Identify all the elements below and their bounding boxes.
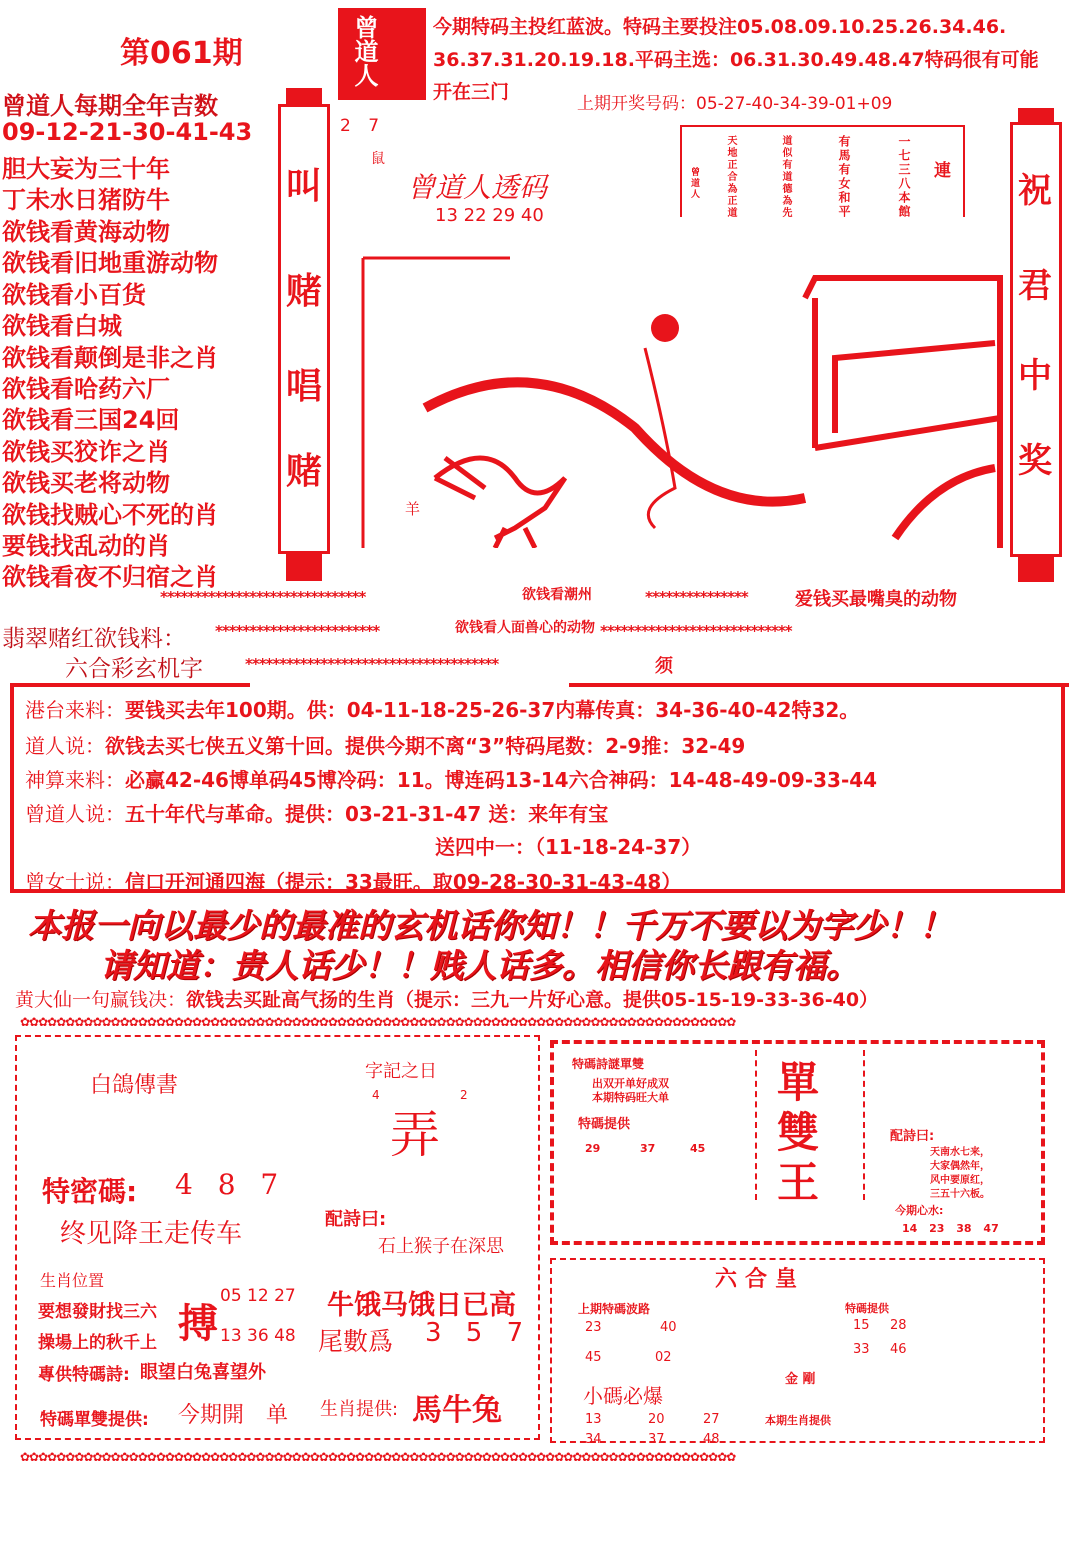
list-item: 欲钱买老将动物 <box>2 469 170 497</box>
liuhe-title: 六合皇 <box>715 1267 806 1292</box>
poem-col: 連 <box>930 161 950 180</box>
list-item: 欲钱看哈药六厂 <box>2 375 170 403</box>
tip-line-1: 今期特码主投红蓝波。特码主要投注05.08.09.10.25.26.34.46. <box>433 16 1007 38</box>
pei2-line: 风中要原红， <box>930 1175 990 1186</box>
small-number: 37 <box>648 1432 665 1447</box>
pei-text: 石上猴子在深思 <box>378 1236 504 1257</box>
list-item: 欲钱看夜不归宿之肖 <box>2 563 218 591</box>
scroll-char: 君 <box>1018 266 1052 306</box>
scroll-right <box>1008 108 1064 583</box>
info-text: 必赢42-46博单码45博冷码：11。博连码13-14六合神码：14-48-49-09-33-44 <box>125 768 878 792</box>
info-label: 神算来料： <box>25 768 125 792</box>
info-line <box>25 798 608 827</box>
list-item: 欲钱找贼心不死的肖 <box>2 501 218 529</box>
riddle-text: 须 <box>655 656 673 677</box>
riddle-label: 六合彩玄机字 <box>65 656 203 682</box>
small-number: 34 <box>585 1432 602 1447</box>
huang-label: 黄大仙一句赢钱决： <box>15 989 187 1011</box>
bo-numbers: 13 36 48 <box>220 1326 296 1346</box>
scroll-char: 中 <box>1018 356 1052 396</box>
tm-provide: 特碼提供 <box>578 1117 631 1132</box>
zi-number: 4 <box>372 1088 380 1102</box>
slogan-2: 请知道：贵人话少！！贱人话多。相信你长跟有福。 <box>100 946 859 985</box>
bo-character: 搏 <box>178 1301 218 1347</box>
scroll-char: 叫 <box>286 166 323 207</box>
te-poem: 终见降王走传车 <box>60 1219 243 1249</box>
poem-col: 道似有道德為先 <box>780 135 791 219</box>
zodiac-top: 鼠 <box>371 151 385 167</box>
rooster-illustration <box>335 238 1005 548</box>
bo-numbers: 05 12 27 <box>220 1286 296 1306</box>
poem-col: 天地正合為正道 <box>725 135 736 219</box>
seal-text: 曾道人 <box>350 15 378 87</box>
scroll-char: 奖 <box>1018 441 1052 481</box>
small-number: 27 <box>703 1412 720 1427</box>
last-number: 45 <box>585 1350 602 1365</box>
poem-label: 專供特碼詩: <box>38 1365 130 1385</box>
pei2-line: 大家偶然年， <box>930 1161 990 1172</box>
jin-label: 今期心水: <box>895 1204 944 1217</box>
poem-box <box>680 125 965 217</box>
last-label: 上期特碼波路 <box>578 1302 651 1316</box>
list-item: 09-12-21-30-41-43 <box>2 118 253 146</box>
scroll-left <box>276 88 332 583</box>
jin-numbers: 14 23 38 47 <box>902 1222 999 1235</box>
info-line <box>25 730 745 759</box>
tm-title: 特碼詩謎單雙 <box>572 1057 645 1071</box>
dan-label: 特碼單雙提供: <box>40 1410 149 1430</box>
stars-divider: ************************ <box>215 622 380 640</box>
last-number: 02 <box>655 1350 672 1365</box>
list-item: 欲钱看颠倒是非之肖 <box>2 344 218 372</box>
riddle-text: 欲钱看潮州 <box>522 587 592 603</box>
jingang: 金 剛 <box>785 1372 816 1387</box>
zodiac-bottom: 羊 <box>405 500 421 518</box>
king-char: 單 <box>777 1058 820 1107</box>
scroll-char: 赌 <box>286 271 323 312</box>
king-box <box>755 1050 865 1207</box>
tm-line: 出双开单好成双 <box>592 1077 669 1090</box>
picture-numbers: 13 22 29 40 <box>435 205 544 226</box>
tema-label: 特碼提供 <box>845 1302 889 1315</box>
dan-text: 今期開 单 <box>178 1403 289 1428</box>
tm-number: 37 <box>640 1142 656 1155</box>
list-item: 欲钱看三国24回 <box>2 406 180 434</box>
scroll-char: 祝 <box>1018 171 1052 211</box>
pei2-line: 三五十六板。 <box>930 1189 990 1200</box>
list-item: 欲钱看旧地重游动物 <box>2 249 218 277</box>
tm-number: 45 <box>690 1142 706 1155</box>
poem-col: 有馬有女和平 <box>837 135 851 219</box>
te-numbers: 4 8 7 <box>175 1168 287 1201</box>
seal-logo <box>338 8 426 100</box>
baige-title: 白鴿傳書 <box>90 1073 179 1098</box>
huang-line <box>15 985 878 1012</box>
info-label: 港台来料： <box>25 698 125 722</box>
king-char: 雙 <box>777 1108 820 1157</box>
wei-numbers: 3 5 7 <box>425 1318 532 1348</box>
small-number: 13 <box>585 1412 602 1427</box>
list-item: 曾道人每期全年吉数 <box>2 92 218 120</box>
small-number: 20 <box>648 1412 665 1427</box>
te-label: 特密碼: <box>42 1175 138 1208</box>
poem-col: 一七三八本館 <box>897 135 911 219</box>
wei-label: 尾數爲 <box>318 1327 394 1356</box>
stars-divider: ************************************* <box>245 655 499 673</box>
scroll-char: 唱 <box>286 366 323 407</box>
sx-line: 要想發財找三六 <box>38 1302 157 1322</box>
info-label: 曾女士说： <box>25 870 125 894</box>
tm-line: 本期特码旺大单 <box>592 1091 669 1104</box>
last-number: 23 <box>585 1320 602 1335</box>
list-item: 欲钱看白城 <box>2 312 122 340</box>
info-text: 送四中一：（11-18-24-37） <box>435 835 702 859</box>
list-item: 要钱找乱动的肖 <box>2 532 170 560</box>
flower-border-top: ✿✿✿✿✿✿✿✿✿✿✿✿✿✿✿✿✿✿✿✿✿✿✿✿✿✿✿✿✿✿✿✿✿✿✿✿✿✿✿✿✿✿✿✿✿✿✿✿✿✿✿✿✿✿✿✿✿✿✿✿✿✿✿✿✿✿✿✿✿✿✿✿✿✿✿✿✿✿✿ <box>20 1015 736 1029</box>
riddle-text: 爱钱买最嘴臭的动物 <box>795 589 957 610</box>
tip-line-2: 36.37.31.20.19.18.平码主选：06.31.30.49.48.47特码很有可能 <box>433 49 1039 71</box>
info-line <box>25 764 877 793</box>
stars-divider: *************** <box>645 588 748 606</box>
list-item: 欲钱看小百货 <box>2 281 146 309</box>
stars-divider: **************************** <box>600 622 792 640</box>
last-draw: 上期开奖号码：05-27-40-34-39-01+09 <box>577 94 893 114</box>
last-number: 40 <box>660 1320 677 1335</box>
picture-title: 曾道人透码 <box>407 171 548 204</box>
info-line <box>25 866 681 895</box>
tema-number: 33 <box>853 1342 870 1357</box>
slogan-1: 本报一向以最少的最准的玄机话你知！！千万不要以为字少！！ <box>28 906 952 945</box>
riddle-label: 翡翠赌红欲钱料： <box>2 626 186 652</box>
pei2-label: 配詩曰: <box>890 1129 935 1144</box>
tema-number: 28 <box>890 1318 907 1333</box>
sx-line: 操場上的秋千上 <box>38 1333 157 1353</box>
poem-col: 曾道人 <box>689 167 699 200</box>
sx-label: 生肖位置 <box>40 1271 105 1290</box>
tm-number: 29 <box>585 1142 601 1155</box>
niu-text: 牛饿马饿日已高 <box>327 1290 516 1321</box>
tema-number: 46 <box>890 1342 907 1357</box>
tema-number: 15 <box>853 1318 870 1333</box>
scroll-char: 赌 <box>286 451 323 492</box>
huang-text: 欲钱去买趾高气扬的生肖（提示：三九一片好心意。提供05-15-19-33-36-40） <box>186 989 879 1011</box>
list-item: 胆大妄为三十年 <box>2 155 170 183</box>
shengxiao-label: 生肖提供: <box>320 1399 399 1420</box>
poem-text: 眼望白兔喜望外 <box>140 1362 266 1383</box>
flower-border-bottom: ✿✿✿✿✿✿✿✿✿✿✿✿✿✿✿✿✿✿✿✿✿✿✿✿✿✿✿✿✿✿✿✿✿✿✿✿✿✿✿✿✿✿✿✿✿✿✿✿✿✿✿✿✿✿✿✿✿✿✿✿✿✿✿✿✿✿✿✿✿✿✿✿✿✿✿✿✿✿✿ <box>20 1450 736 1464</box>
zi-character: 弄 <box>390 1106 440 1164</box>
shengxiao-value: 馬牛兔 <box>412 1393 502 1428</box>
small-label: 小碼必爆 <box>583 1384 663 1408</box>
zi-title: 字記之日 <box>365 1061 437 1082</box>
info-line <box>25 694 859 723</box>
issue-number: 第061期 <box>120 36 243 71</box>
picture-number-top: 2 7 <box>340 116 386 136</box>
info-label: 道人说： <box>25 734 105 758</box>
info-text: 五十年代与革命。提供：03-21-31-47 送：来年有宝 <box>125 802 609 826</box>
pei-label: 配詩曰: <box>325 1209 387 1230</box>
pei2-line: 天南水七来， <box>930 1147 990 1158</box>
riddle-text: 欲钱看人面兽心的动物 <box>455 620 595 636</box>
stars-divider: ****************************** <box>160 588 366 606</box>
info-label: 曾道人说： <box>25 802 125 826</box>
list-item: 欲钱买狡诈之肖 <box>2 438 170 466</box>
king-char: 王 <box>777 1158 820 1207</box>
info-text: 要钱买去年100期。供：04-11-18-25-26-37内幕传真：34-36-40-42特32。 <box>125 698 860 722</box>
list-item: 丁未水日猪防牛 <box>2 186 170 214</box>
info-text: 信口开河通四海（提示：33最旺。取09-28-30-31-43-48） <box>125 870 682 894</box>
tip-line-3: 开在三门 <box>433 81 510 103</box>
zodiac-label: 本期生肖提供 <box>765 1414 831 1427</box>
info-text: 欲钱去买七侠五义第十回。提供今期不离“3”特码尾数：2-9推：32-49 <box>105 734 746 758</box>
small-number: 48 <box>703 1432 720 1447</box>
zi-number: 2 <box>460 1088 468 1102</box>
list-item: 欲钱看黄海动物 <box>2 218 170 246</box>
